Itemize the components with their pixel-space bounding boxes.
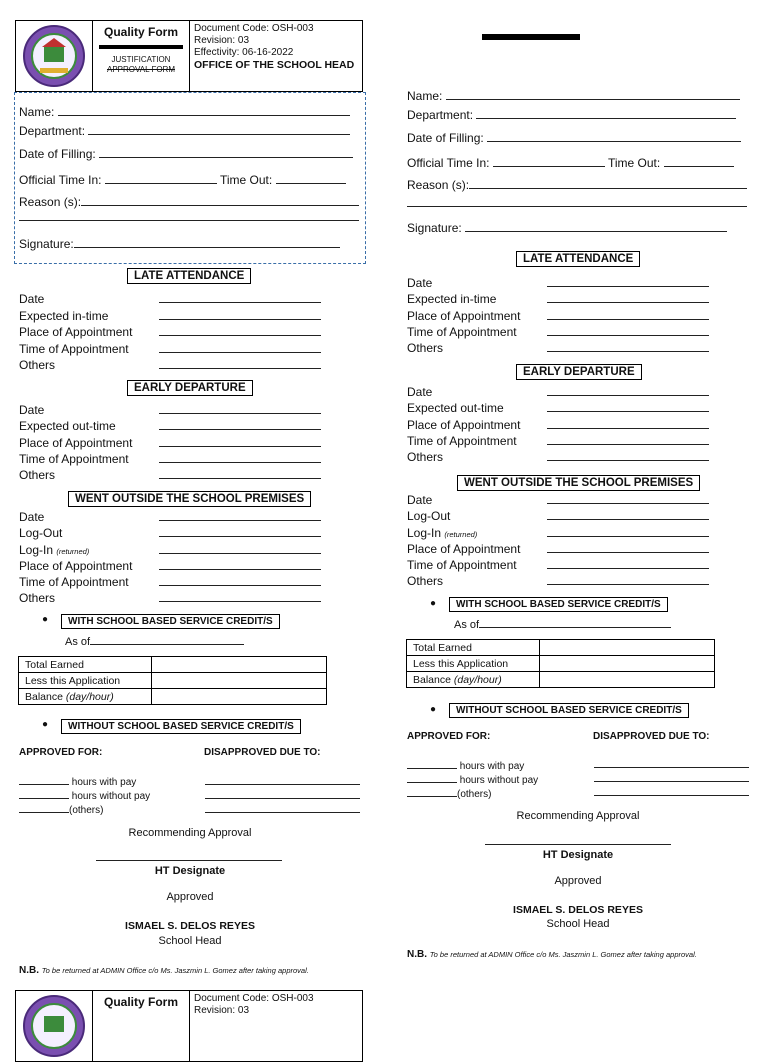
recommending-approval: Recommending Approval [128,827,252,839]
ht-designate: HT Designate [542,849,614,861]
early-item: Place of Appointment [407,417,709,433]
outside-item: Others [407,573,709,589]
outside-item: Log-Out [407,508,709,524]
late-item: Others [407,340,709,356]
late-item: Date [19,291,321,308]
justification-label: JUSTIFICATION [111,55,171,64]
bullet-icon: ● [42,719,49,730]
late-item: Time of Appointment [19,341,321,358]
table-row: Total Earned [407,640,715,656]
name-field[interactable]: Name: [407,88,740,103]
as-of-field[interactable]: As of [454,616,671,631]
early-item: Date [19,402,321,418]
revision: Revision: 03 [194,35,250,46]
approval-form-label: APPROVAL FORM [106,65,175,74]
outside-item: Time of Appointment [407,557,709,573]
table-row: Total Earned [19,657,327,673]
school-seal-logo [16,21,93,91]
early-item: Expected out-time [19,418,321,434]
others-field[interactable]: (others) [407,785,491,800]
approved-label: Approved [554,875,602,887]
hours-with-pay[interactable]: hours with pay [19,773,136,788]
ht-signature-line[interactable] [485,844,671,845]
disapproved-line[interactable] [594,795,749,796]
name-field[interactable]: Name: [19,104,350,119]
header-bar [482,34,580,40]
department-field[interactable]: Department: [19,123,350,138]
outside-item: Log-In (returned) [407,525,709,541]
ht-signature-line[interactable] [96,860,282,861]
outside-item: Time of Appointment [19,574,321,590]
went-outside-title: WENT OUTSIDE THE SCHOOL PREMISES [457,475,700,491]
effectivity: Effectivity: 06-16-2022 [194,47,294,58]
title-bar [99,45,183,49]
early-item: Others [407,449,709,465]
table-row: Balance (day/hour) [19,689,327,705]
reason-field[interactable]: Reason (s): [407,177,747,192]
outside-item: Place of Appointment [19,558,321,574]
reason-line-2[interactable] [407,206,747,207]
bullet-icon: ● [430,598,437,609]
early-departure-title: EARLY DEPARTURE [516,364,642,380]
recommending-approval: Recommending Approval [516,810,640,822]
revision: Revision: 03 [194,1005,250,1016]
bullet-icon: ● [430,704,437,715]
disapproved-line[interactable] [205,798,360,799]
approved-label: Approved [166,891,214,903]
official-time-in-field[interactable]: Official Time In: Time Out: [407,155,734,170]
late-attendance-title: LATE ATTENDANCE [516,251,640,267]
late-item: Others [19,357,321,374]
outside-item: Others [19,590,321,606]
disapproved-line[interactable] [205,812,360,813]
office-title: OFFICE OF THE SCHOOL HEAD [194,59,355,71]
late-item: Expected in-time [407,291,709,307]
official-time-in-field[interactable]: Official Time In: Time Out: [19,172,346,187]
date-filling-field[interactable]: Date of Filling: [19,146,353,161]
hours-without-pay[interactable]: hours without pay [19,787,150,802]
table-row: Less this Application [407,656,715,672]
quality-form-title: Quality Form [103,995,178,1009]
school-head-title: School Head [546,918,610,930]
form-header-bottom [15,990,363,1062]
disapproved-label: DISAPPROVED DUE TO: [204,747,321,758]
department-field[interactable]: Department: [407,107,736,122]
doc-code: Document Code: OSH-003 [194,993,314,1004]
early-departure-title: EARLY DEPARTURE [127,380,253,396]
late-item: Place of Appointment [19,324,321,341]
reason-field[interactable]: Reason (s): [19,194,359,209]
outside-item: Log-In (returned) [19,542,321,558]
seal-icon [20,994,88,1058]
early-item: Time of Appointment [407,433,709,449]
early-list [19,402,321,483]
table-row: Less this Application [19,673,327,689]
bullet-icon: ● [42,614,49,625]
disapproved-line[interactable] [594,767,749,768]
credit-table [406,639,715,688]
credit-table [18,656,327,705]
went-outside-title: WENT OUTSIDE THE SCHOOL PREMISES [68,491,311,507]
outside-item: Date [19,509,321,525]
outside-item: Place of Appointment [407,541,709,557]
seal-icon [20,24,88,88]
late-list [407,275,709,356]
signature-field[interactable]: Signature: [407,220,727,235]
quality-form-title: Quality Form [103,25,178,39]
late-attendance-title: LATE ATTENDANCE [127,268,251,284]
late-list [19,291,321,374]
as-of-field[interactable]: As of [65,633,244,648]
school-head-name: ISMAEL S. DELOS REYES [513,904,643,916]
late-item: Place of Appointment [407,308,709,324]
hours-without-pay[interactable]: hours without pay [407,771,538,786]
early-item: Expected out-time [407,400,709,416]
hours-with-pay[interactable]: hours with pay [407,757,524,772]
late-item: Date [407,275,709,291]
late-item: Time of Appointment [407,324,709,340]
doc-code: Document Code: OSH-003 [194,23,314,34]
form-header-left [15,20,363,92]
others-field[interactable]: (others) [19,801,103,816]
ht-designate: HT Designate [154,865,226,877]
late-item: Expected in-time [19,308,321,325]
with-credit-title: WITH SCHOOL BASED SERVICE CREDIT/S [449,597,668,612]
nb-note: N.B. To be returned at ADMIN Office c/o Ms. Jaszmin L. Gomez after taking approval. [407,949,697,960]
without-credit-title: WITHOUT SCHOOL BASED SERVICE CREDIT/S [61,719,301,734]
early-item: Others [19,467,321,483]
early-list [407,384,709,465]
date-filling-field[interactable]: Date of Filling: [407,130,741,145]
outside-list [407,492,709,590]
outside-list [19,509,321,607]
approved-for-label: APPROVED FOR: [19,747,103,758]
early-item: Place of Appointment [19,435,321,451]
school-head-title: School Head [158,935,222,947]
table-row: Balance (day/hour) [407,672,715,688]
approved-for-label: APPROVED FOR: [407,731,491,742]
with-credit-title: WITH SCHOOL BASED SERVICE CREDIT/S [61,614,280,629]
school-head-name: ISMAEL S. DELOS REYES [125,920,255,932]
outside-item: Date [407,492,709,508]
disapproved-label: DISAPPROVED DUE TO: [593,731,710,742]
signature-field[interactable]: Signature: [19,236,340,251]
school-seal-logo [16,991,93,1061]
without-credit-title: WITHOUT SCHOOL BASED SERVICE CREDIT/S [449,703,689,718]
early-item: Time of Appointment [19,451,321,467]
disapproved-line[interactable] [205,784,360,785]
disapproved-line[interactable] [594,781,749,782]
nb-note: N.B. To be returned at ADMIN Office c/o Ms. Jaszmin L. Gomez after taking approval. [19,965,309,976]
early-item: Date [407,384,709,400]
outside-item: Log-Out [19,525,321,541]
reason-line-2[interactable] [19,220,359,221]
